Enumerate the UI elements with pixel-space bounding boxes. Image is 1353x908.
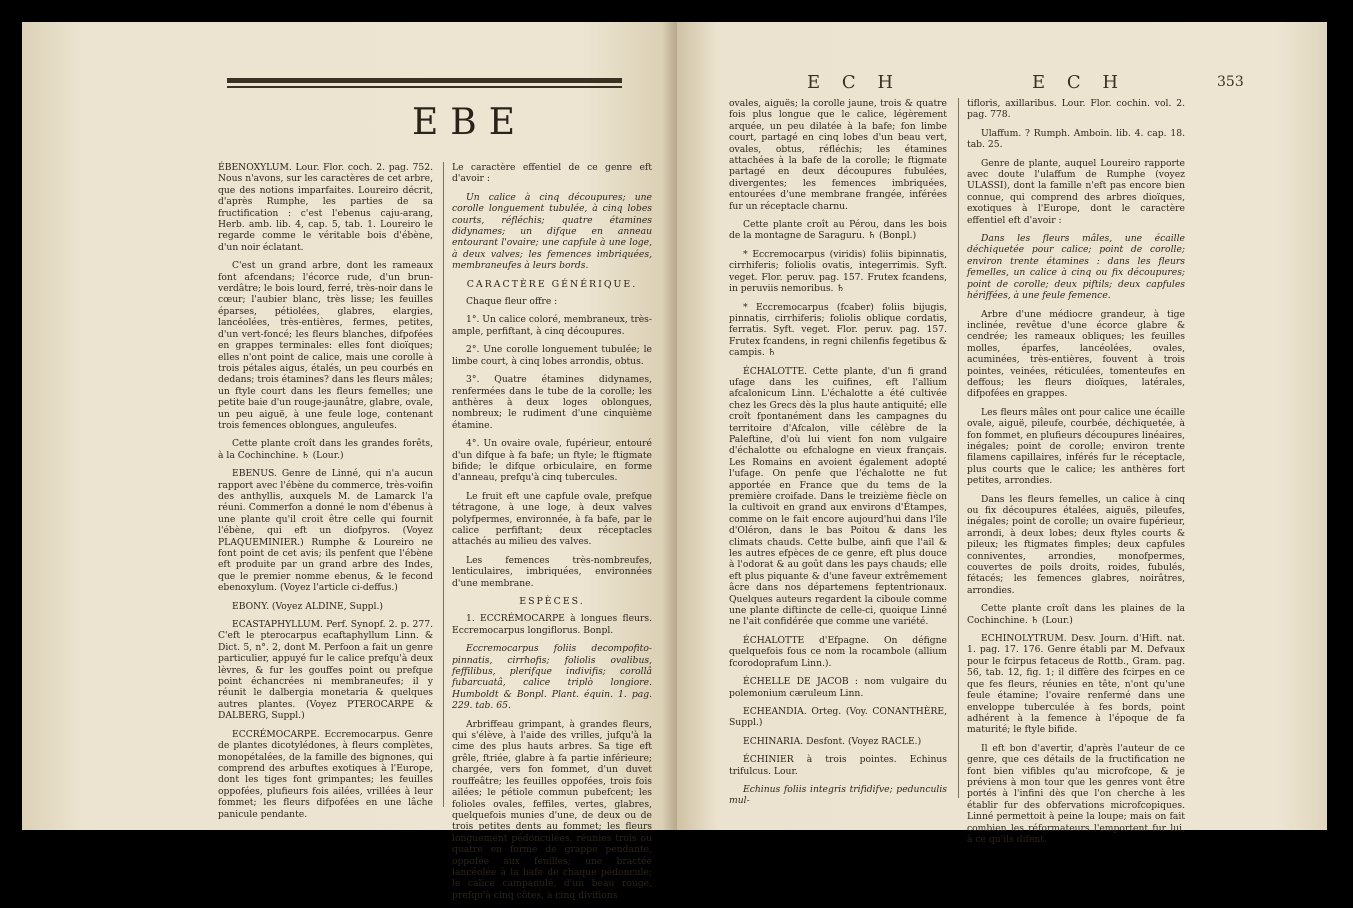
page-number: 353	[1217, 74, 1244, 90]
entry-paragraph: 2°. Une corolle longuement tubulée; le limbe court, à cinq lobes arrondis, obtus.	[452, 344, 652, 367]
entry-ebenoxylum: ÉBENOXYLUM. Lour. Flor. coch. 2. pag. 752. Nous n'avons, sur les caractères de cet arbre, que des notions imparfaites. Loureiro décrit, d'après Rumphe, les parties de sa fructification : c'est l'ebenus caju-arang, Herb. amb. lib. 4, cap. 5, tab. 1. Loureiro le regarde comme le véritable bois d'ébène, d'un noir éclatant.	[218, 162, 433, 253]
essential-character-intro: Le caractère effentiel de ce genre eft d'avoir :	[452, 162, 652, 185]
running-head-right: E C H	[1032, 72, 1127, 93]
entry-ebenus: EBENUS. Genre de Linné, qui n'a aucun rapport avec l'ébène du commerce, très-voifin des anthyllis, auxquels M. de Lamarck l'a réuni. Commerfon a donné le nom d'ébenus à une plante qu'il croit être celle qui fournit l'ébène, qui eft un diofpyros. (Voyez PLAQUEMINIER.) Rumphe & Loureiro ne font point de cet avis; ils penfent que l'ébène eft produite par un grand arbre des Indes, que le premier nomme ebenus, & le fecond ebenoxylum. (Voyez l'article ci-deffus.)	[218, 468, 433, 594]
species-entry: 1. ECCRÉMOCARPE à longues fleurs. Eccremocarpus longiflorus. Bonpl.	[452, 613, 652, 636]
entry-paragraph: Les fleurs mâles ont pour calice une écaille ovale, aiguë, pileufe, courbée, déchiquetée, à fon fommet, en plufieurs découpures linéaires, inégales; point de corolle; environ trente filamens capillaires, inférés fur le réceptacle, plus courts que le calice; les anthères fort petites, arrondies.	[967, 406, 1185, 487]
running-head-left: E C H	[807, 72, 902, 93]
entry-paragraph: Cette plante croît au Pérou, dans les bois de la montagne de Saraguru. ♄ (Bonpl.)	[729, 219, 947, 242]
entry-paragraph: Cette plante croît dans les grandes forêts, à la Cochinchine. ♄ (Lour.)	[218, 438, 433, 461]
book-spread	[22, 22, 1327, 901]
top-ornament-rule-thin	[227, 86, 622, 88]
entry-echelle-de-jacob: ÉCHELLE DE JACOB : nom vulgaire du polemonium cæruleum Linn.	[729, 676, 947, 699]
entry-paragraph: Genre de plante, auquel Loureiro rapporte avec doute l'ulaffum de Rumphe (voyez ULASSI), dont la famille n'eft pas encore bien connue, qui comprend des arbres dioïques, exotiques à l'Europe, dont le caractère effentiel eft d'avoir :	[967, 157, 1185, 226]
entry-ebony: EBONY. (Voyez ALDINE, Suppl.)	[232, 600, 383, 612]
species-description: Arbriffeau grimpant, à grandes fleurs, qui s'élève, à l'aide des vrilles, jufqu'à la cime des plus hauts arbres. Sa tige eft grêle, ftriée, glabre à fa partie inférieure; chargée, vers fon fommet, d'un duvet rouffeâtre; les feuilles oppofées, trois fois ailées; le pétiole commun pubefcent; les folioles ovales, feffiles, vertes, glabres, quelquefois munies d'une, de deux ou de trois petites dents au fommet; les fleurs longuement pédonculées, réunies trois ou quatre en forme de grappe pendante, oppofée aux feuilles; une bractée lancéolée à la bafe de chaque pédoncule; le calice campanulé, d'un beau rouge, prefqu'à cinq côtes, à cinq divifions	[452, 718, 652, 901]
entry-eccremocarpe: ECCRÉMOCARPE. Eccremocarpus. Genre de plantes dicotylédones, à fleurs complètes, monopétalées, de la famille des bignones, qui comprend des arbuftes exotiques à l'Europe, dont les tiges font grimpantes; les feuilles oppofées, plufieurs fois ailées, vrillées à leur fommet; les fleurs difpofées en une lâche panicule pendante.	[218, 728, 433, 820]
entry-paragraph: 4°. Un ovaire ovale, fupérieur, entouré d'un difque à fa bafe; un ftyle; le ftigmate bifide; le difque orbiculaire, en forme d'anneau, prefqu'à cinq tubercules.	[452, 438, 652, 484]
essential-character: Un calice à cinq découpures; une corolle longuement tubulée, à cinq lobes courts, réfléchis; quatre étamines didynames; un difque en anneau entourant l'ovaire; une capfule à une loge, à deux valves; les femences imbriquées, membraneufes à leurs bords.	[452, 191, 652, 272]
entry-diagnosis: Echinus foliis integris trifidifve; pedunculis mul-	[729, 783, 947, 807]
entry-echalotte-espagne: ÉCHALOTTE d'Efpagne. On défigne quelquefois fous ce nom la rocambole (allium fcorodoprafum Linn.).	[729, 634, 947, 669]
section-heading-species: ESPÈCES.	[519, 596, 585, 607]
entry-continuation: tifloris, axillaribus. Lour. Flor. cochin. vol. 2. pag. 778.	[967, 98, 1185, 121]
essential-character: Dans les fleurs mâles, une écaille déchiquetée pour calice; point de corolle; environ trente étamines : dans les fleurs femelles, un calice à cinq ou fix découpures; point de corolle; deux piftils; deux capfules hériffées, à une feule femence.	[967, 233, 1185, 302]
entry-paragraph: Il eft bon d'avertir, d'après l'auteur de ce genre, que ces détails de la fructification ne font bien vifibles qu'au microfcope, & je préviens à mon tour que les genres vont être portés à l'infini dès que l'on cherche à les établir fur des obfervations microfcopiques. Linné permettoit à peine la loupe; mais on fait combien les réformateurs l'emportent fur lui, à ce qu'ils difent.	[967, 742, 1185, 845]
right-column-2	[967, 98, 1185, 852]
entry-paragraph: 1°. Un calice coloré, membraneux, très-ample, perfiftant, à cinq découpures.	[452, 314, 652, 337]
left-column-1	[218, 162, 433, 827]
entry-echeandia: ECHEANDIA. Orteg. (Voy. CONANTHÈRE, Suppl.)	[729, 705, 947, 729]
left-column-2	[452, 162, 652, 908]
entry-continuation: ovales, aiguës; la corolle jaune, trois & quatre fois plus longue que le calice, légèrement arquée, un peu dilatée à la bafe; fon limbe court, partagé en cinq lobes d'un beau vert, ovales, obtus, réfléchis; les étamines attachées à la bafe de la corolle; le ftigmate partagé en deux découpures fubulées, divergentes; les femences imbriquées, entourées d'une membrane frangée, inférées fur un réceptacle charnu.	[729, 98, 947, 212]
entry-paragraph: * Eccremocarpus (viridis) foliis bipinnatis, cirrhiferis; foliolis ovatis, integerrimis. Syft. veget. Flor. peruv. pag. 157. Frutex fcandens, in peruviis nemoribus. ♄	[729, 248, 947, 295]
entry-paragraph: Les femences très-nombreufes, lenticulaires, imbriquées, environnées d'une membrane.	[452, 554, 652, 589]
right-column-1	[729, 98, 947, 814]
entry-paragraph: Cette plante croît dans les plaines de la Cochinchine. ♄ (Lour.)	[967, 603, 1185, 626]
entry-paragraph: C'est un grand arbre, dont les rameaux font afcendans; l'écorce rude, d'un brun-verdâtre; le bois lourd, ferré, très-noir dans le cœur; l'aubier blanc, très lisse; les feuilles éparses, pétiolées, glabres, elargies, lancéolées, très-entières, fermes, petites, d'un vert-foncé; les fleurs blanches, difpofées en grappes terminales: elles font dioïques; elles n'ont point de calice, mais une corolle à trois pétales aigus, étalés, un peu courbés en dedans; trois étamines? dans les fleurs mâles; un ftyle court dans les fleurs femelles; une petite baie d'un rouge-jaunâtre, glabre, ovale, un peu aiguë, à une feule loge, contenant trois femences oblongues, anguleufes.	[218, 260, 433, 431]
entry-echalotte: ÉCHALOTTE. Cette plante, d'un fi grand ufage dans les cuifines, eft l'allium afcalonicum Linn. L'échalotte a été cultivée chez les Grecs dès la plus haute antiquité; elle croît fpontanément dans les campagnes du territoire d'Afcalon, ville célèbre de la Paleftine, d'où lui vient fon nom vulgaire d'échalotte ou efchalogne en vieux français. Les Romains en avoient également adopté l'ufage. On penfe que l'échalotte ne fut apportée en France que du tems de la première croifade. Dans le treizième fiècle on la cultivoit en grand aux environs d'Étampes, comme on le fait encore aujourd'hui dans l'île d'Oléron, dans le bas Poitou & dans les climats chauds. Cette bulbe, ainfi que l'ail & les autres efpèces de ce genre, eft plus douce à l'odorat & au goût dans les pays chauds; elle eft plus piquante & d'une faveur extrêmement âcre dans nos départemens feptentrionaux. Quelques auteurs regardent la ciboule comme une plante diftincte de celle-ci, quoique Linné ne l'ait confidérée que comme une variété.	[729, 365, 947, 628]
entry-paragraph: 3°. Quatre étamines didynames, renfermées dans le tube de la corolle; les anthères à deux loges oblongues, nombreux; le rudiment d'une cinquième étamine.	[452, 374, 652, 431]
entry-echinolytrum: ECHINOLYTRUM. Desv. Journ. d'Hift. nat. 1. pag. 17. 176. Genre établi par M. Defvaux pour le fcirpus fetaceus de Rottb., Gram. pag. 56, tab. 12, fig. 1; il diffère des fcirpes en ce que fes fleurs, réunies en tête, n'ont qu'une feule étamine; l'ovaire renfermé dans une enveloppe tuberculée à fes bords, point adhérent à la femence à l'époque de fa maturité; le ftyle bifide.	[967, 633, 1185, 736]
entry-echinier: ÉCHINIER à trois pointes. Echinus trifulcus. Lour.	[729, 754, 947, 777]
entry-paragraph: Le fruit eft une capfule ovale, prefque tétragone, à une loge, à deux valves polyfpermes, environnée, à fa bafe, par le calice perfiftant; deux réceptacles attachés au milieu des valves.	[452, 490, 652, 548]
column-divider	[958, 98, 959, 798]
section-heading-generic-character: CARACTÈRE GÉNÉRIQUE.	[466, 278, 638, 290]
column-divider	[443, 162, 444, 807]
right-page	[677, 22, 1327, 845]
entry-paragraph: Ulaffum. ? Rumph. Amboin. lib. 4. cap. 18. tab. 25.	[967, 127, 1185, 151]
species-diagnosis: Eccremocarpus foliis decompofito-pinnatis, cirrhofis; foliolis ovalibus, feffilibus, plerifque indivifis; corollâ fubarcuatâ, calice triplò longiore. Humboldt & Bonpl. Plant. équin. 1. pag. 229. tab. 65.	[452, 643, 652, 712]
page-title: EBE	[412, 102, 528, 143]
top-ornament-rule	[227, 78, 622, 83]
entry-paragraph: Dans les fleurs femelles, un calice à cinq ou fix découpures étalées, aiguës, pileufes, inégales; point de corolle; un ovaire fupérieur, arrondi, à deux lobes; deux ftyles courts & pileux; les ftigmates fimples; deux capfules conniventes, arrondies, monofpermes, couvertes de poils droits, roides, fubulés, fétacés; les femences glabres, noirâtres, arrondies.	[967, 493, 1185, 596]
entry-echinaria: ECHINARIA. Desfont. (Voyez RACLE.)	[743, 735, 922, 747]
entry-ecastaphyllum: ECASTAPHYLLUM. Perf. Synopf. 2. p. 277. C'eft le pterocarpus ecaftaphyllum Linn. & Dict. 5, n°. 2, dont M. Perfoon a fait un genre particulier, appuyé fur le calice prefqu'à deux lèvres, & fur les gouffes point ou prefque point échancrées ni membraneufes; il y réunit le dalbergia monetaria & quelques autres plantes. (Voyez PTEROCARPE & DALBERG, Suppl.)	[218, 619, 433, 722]
left-page	[22, 22, 677, 901]
entry-paragraph: * Eccremocarpus (fcaber) foliis bijugis, pinnatis, cirrhiferis; foliolis oblique cordatis, ferratis. Syft. veget. Flor. peruv. pag. 157. Frutex fcandens, in regni chilenfis fegetibus & campis. ♄	[729, 301, 947, 359]
entry-paragraph: Arbre d'une médiocre grandeur, à tige inclinée, revêtue d'une écorce glabre & cendrée; les rameaux obliques; les feuilles molles, éparfes, lancéolées, ovales, acuminées, très-entières, fouvent à trois pointes, veinées, réticulées, tomenteufes en deffous; les fleurs dioïques, latérales, difpofées en grappes.	[967, 308, 1185, 400]
entry-paragraph: Chaque fleur offre :	[466, 296, 558, 308]
